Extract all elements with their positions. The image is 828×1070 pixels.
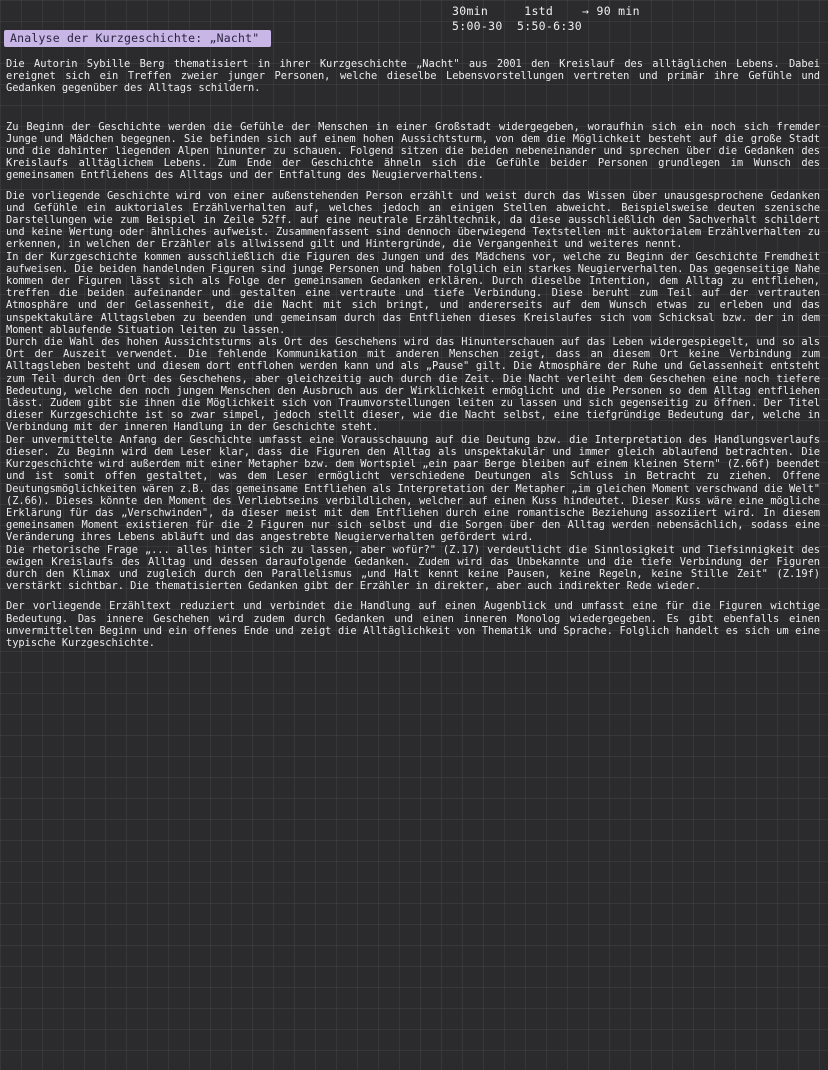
time-note-line-2: 5:00-30 5:50-6:30: [452, 19, 583, 33]
paragraph-conclusion: Der vorliegende Erzähltext reduziert und verbindet die Handlung auf einen Augenblick und umfasst eine für die Figuren wichtige Bedeutung. Das innere Geschehen wird zudem durch Gedanken und einen inneren Monolog wiedergegeben. Es gibt ebenfalls einen unvermittelten Beginn und ein offenes Ende und zeigt die Alltäglichkeit von Thematik und Sprache. Folglich handelt es sich um eine typische Kurzgeschichte.: [6, 600, 820, 649]
analysis-body: [6, 58, 820, 649]
paragraph-rhetoric: Die rhetorische Frage „... alles hinter sich zu lassen, aber wofür?" (Z.17) verdeutlicht die Sinnlosigkeit und Tiefsinnigkeit des ewigen Kreislaufs des Alltag und dessen daraufolgende Gedanken. Zudem wird das Unbekannte und die tiefe Verbindung der Figuren durch den Klimax und zugleich durch den Parallelismus „und Halt kennt keine Pausen, keine Regeln, keine Stille Zeit" (Z.19f) verstärkt sichtbar. Die thematisierten Gedanken gibt der Erzähler in direkter, aber auch indirekter Rede wieder.: [6, 543, 820, 593]
time-note: [452, 4, 640, 34]
page-title: Analyse der Kurzgeschichte: „Nacht": [10, 31, 260, 45]
paragraph-setting: Durch die Wahl des hohen Aussichtsturms als Ort des Geschehens wird das Hinunterschauen auf das Leben widergespiegelt, und so als Ort der Auszeit verwendet. Die fehlende Kommunikation mit anderen Menschen zeigt, dass an diesem Ort keine Verbindung zum Alltagsleben besteht und diesem dort entflohen werden kann und als „Pause" gilt. Die Atmosphäre der Ruhe und Gelassenheit entsteht zum Teil durch den Ort des Geschehens, aber gleichzeitig auch durch die Zeit. Die Nacht verleiht dem Geschehen eine noch tiefere Bedeutung, welche den noch jungen Menschen den Ausbruch aus der Wirklichkeit ermöglicht und die Personen so dem Alltag entfliehen lässt. Zudem gibt sie ihnen die Möglichkeit sich von Traumvorstellungen leiten zu lassen und sich gegenseitig zu öffnen. Der Titel dieser Kurzgeschichte ist so zwar simpel, jedoch stellt dieser, wie die Nacht selbst, eine tiefgründige Bedeutung dar, welche in Verbindung mit der inneren Handlung in der Geschichte steht.: [6, 336, 820, 434]
paragraph-structure: Der unvermittelte Anfang der Geschichte umfasst eine Vorausschauung auf die Deutung bzw. die Interpretation des Handlungsverlaufs dieser. Zu Beginn wird dem Leser klar, dass die Figuren den Alltag als unspektakulär und immer gleich ablaufend betrachten. Die Kurzgeschichte wird außerdem mit einer Metapher bzw. dem Wortspiel „ein paar Berge bleiben auf einem kleinen Stern" (Z.66f) beendet und ist somit offen gestaltet, was dem Leser ermöglicht verschiedene Deutungen als Schluss in Betracht zu ziehen. Offene Deutungsmöglichkeiten wären z.B. das gemeinsame Entfliehen als Interpretation der Metapher „im gleichen Moment verschwand die Welt" (Z.66). Dieses könnte den Moment des Verliebtseins verbildlichen, welcher auf einen Kuss hindeutet. Dieser Kuss wäre eine mögliche Erklärung für das „Verschwinden", da dieser meist mit dem Entfliehen durch eine romantische Beziehung assoziiert wird. In diesem gemeinsamen Moment existieren für die 2 Figuren nur sich selbst und die Sorgen über den Alltag werden nebensächlich, sodass eine Veränderung ihres Lebens abläuft und das angestrebte Neugierverhalten gefördert wird.: [6, 433, 820, 544]
paragraph-characters: In der Kurzgeschichte kommen ausschließlich die Figuren des Jungen und des Mädchens vor, welche zu Beginn der Geschichte Fremdheit aufweisen. Die beiden handelnden Figuren sind junge Personen und haben folglich ein starkes Neugierverhalten. Das gegenseitige Nahe kommen der Figuren lässt sich als Folge der gemeinsamen Gedanken erklären. Durch dieselbe Intention, dem Alltag zu entfliehen, treffen die beiden aufeinander und gestalten eine vertraute und tiefe Verbindung. Diese beruht zum Teil auf der vertrauten Atmosphäre und der Gelassenheit, die die Nacht mit sich bringt, und andererseits auf dem Wunsch etwas zu erleben und das unspektakuläre Alltagsleben zu beenden und gemeinsam durch das Entfliehen dieses Kreislaufes sich vom Schicksal bzw. der in dem Moment ablaufende Situation leiten zu lassen.: [6, 250, 820, 336]
time-note-line-1: 30min 1std → 90 min: [452, 4, 640, 18]
paragraph-summary: Zu Beginn der Geschichte werden die Gefühle der Menschen in einer Großstadt widergegeben, woraufhin sich ein noch sich fremder Junge und Mädchen begegnen. Sie befinden sich auf einem hohen Aussichtsturm, von dem die Möglichkeit besteht auf die große Stadt und die dahinter liegenden Alpen hinunter zu schauen. Folgend sitzen die beiden nebeneinander und sprechen über die Gedanken des Kreislaufs alltäglichem Lebens. Zum Ende der Geschichte ähneln sich die Gefühle beider Personen grundlegen im Wunsch des gemeinsamen Entfliehens des Alltags und der Entfaltung des Neugierverhaltens.: [6, 120, 820, 182]
paragraph-intro: Die Autorin Sybille Berg thematisiert in ihrer Kurzgeschichte „Nacht" aus 2001 den Kreislauf des alltäglichen Lebens. Dabei ereignet sich ein Treffen zweier junger Personen, welche dieselbe Lebensvorstellungen vertreten und primär ihre Gefühle und Gedanken gegenüber des Alltags schildern.: [6, 58, 820, 95]
paragraph-narrator: Die vorliegende Geschichte wird von einer außenstehenden Person erzählt und weist durch das Wissen über unausgesprochene Gedanken und Gefühle ein auktoriales Erzählverhalten auf, welches jedoch an einigen Stellen abweicht. Beispielsweise deuten szenische Darstellungen wie zum Beispiel in Zeile 52ff. auf eine neutrale Erzähltechnik, da diese ausschließlich den Sachverhalt schildert und keine Wertung oder ähnliches aufweist. Zusammenfassent sind dennoch überwiegend Textstellen mit auktorialem Erzählverhalten zu erkennen, in welchen der Erzähler als allwissend gilt und Hintergründe, die Vergangenheit und weiteres nennt.: [6, 189, 820, 251]
title-highlight: [4, 30, 271, 47]
